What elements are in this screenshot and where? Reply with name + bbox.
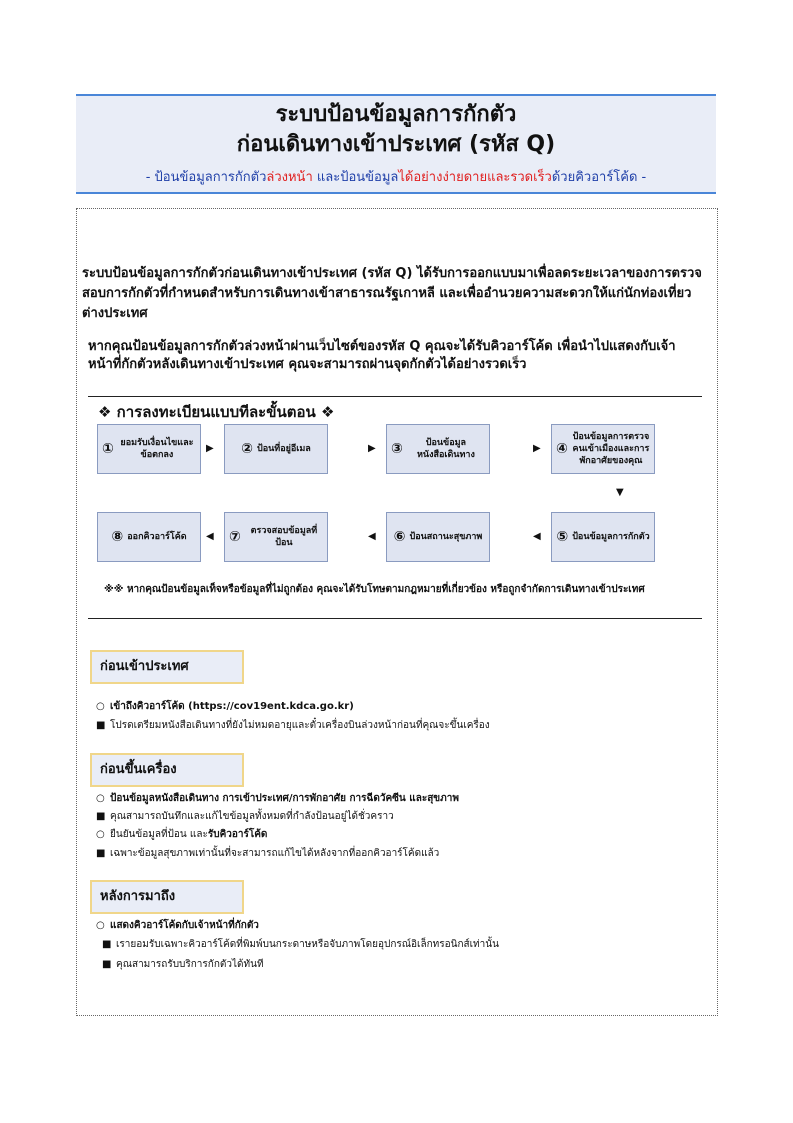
- arrow-right-icon: ▶: [206, 443, 214, 454]
- arrow-left-icon: ◀: [368, 531, 376, 542]
- step-1: [97, 424, 201, 474]
- list-item: [96, 792, 459, 806]
- subtitle-part: ด้วยคิวอาร์โค้ด -: [551, 170, 647, 185]
- list-item-text: เรายอมรับเฉพาะคิวอาร์โค้ดที่พิมพ์บนกระดาษหรือจับภาพโดยอุปกรณ์อิเล็กทรอนิกส์เท่านั้น: [116, 939, 499, 950]
- reference-mark-icon: ※※: [104, 584, 124, 595]
- page-title-line2: ก่อนเดินทางเข้าประเทศ (รหัส Q): [236, 132, 556, 157]
- divider: [88, 618, 702, 619]
- step-number: ②: [241, 441, 254, 457]
- list-item-text: โปรดเตรียมหนังสือเดินทางที่ยังไม่หมดอายุและตั๋วเครื่องบินล่วงหน้าก่อนที่คุณจะขึ้นเครื่อง: [110, 720, 490, 731]
- subtitle-part: และป้อนข้อมูล: [312, 170, 399, 185]
- arrow-left-icon: ◀: [206, 531, 214, 542]
- page-subtitle: [76, 166, 716, 187]
- warning-text: หากคุณป้อนข้อมูลเท็จหรือข้อมูลที่ไม่ถูกต้อง คุณจะได้รับโทษตามกฎหมายที่เกี่ยวข้อง หรือถูกจำกัดการเดินทางเข้าประเทศ: [126, 584, 645, 595]
- step-4: [551, 424, 655, 474]
- step-number: ⑧: [111, 529, 124, 545]
- step-5: [551, 512, 655, 562]
- step-label: ป้อนข้อมูลการกักตัว: [572, 532, 650, 542]
- circle-bullet-icon: ○: [96, 793, 105, 804]
- arrow-left-icon: ◀: [533, 531, 541, 542]
- list-item: [96, 810, 394, 824]
- circle-bullet-icon: ○: [96, 920, 105, 931]
- step-label: ป้อนข้อมูลการตรวจคนเข้าเมืองและการพักอาศัยของคุณ: [572, 432, 650, 466]
- list-item-emphasis: รับคิวอาร์โค้ด: [207, 829, 268, 840]
- divider: [88, 396, 702, 397]
- list-item-text: คุณสามารถรับบริการกักตัวได้ทันที: [116, 959, 264, 970]
- list-item: [96, 719, 490, 733]
- step-label: ตรวจสอบข้อมูลที่ป้อน: [250, 526, 318, 548]
- circle-bullet-icon: ○: [96, 829, 105, 840]
- step-number: ①: [102, 441, 114, 457]
- step-number: ⑥: [393, 529, 406, 545]
- step-number: ⑤: [556, 529, 569, 545]
- step-2: [224, 424, 328, 474]
- list-item: [96, 919, 259, 933]
- list-item-text: แสดงคิวอาร์โค้ดกับเจ้าหน้าที่กักตัว: [110, 920, 259, 931]
- circle-bullet-icon: ○: [96, 701, 105, 712]
- penalty-warning: [104, 582, 704, 598]
- section-heading-before-entry: ก่อนเข้าประเทศ: [90, 650, 244, 684]
- subtitle-highlight: ล่วงหน้า: [266, 170, 313, 185]
- step-label: ป้อนข้อมูลหนังสือเดินทาง: [417, 438, 475, 460]
- step-3: [386, 424, 490, 474]
- list-item: [102, 938, 499, 952]
- step-6: [386, 512, 490, 562]
- list-item-text: ป้อนข้อมูลหนังสือเดินทาง การเข้าประเทศ/การพักอาศัย การฉีดวัคซีน และสุขภาพ: [110, 793, 459, 804]
- list-item-text: คุณสามารถบันทึกและแก้ไขข้อมูลทั้งหมดที่กำลังป้อนอยู่ได้ชั่วคราว: [110, 811, 394, 822]
- list-item-text: เฉพาะข้อมูลสุขภาพเท่านั้นที่จะสามารถแก้ไขได้หลังจากที่ออกคิวอาร์โค้ดแล้ว: [110, 848, 440, 859]
- qr-benefit-paragraph: หากคุณป้อนข้อมูลการกักตัวล่วงหน้าผ่านเว็บไซต์ของรหัส Q คุณจะได้รับคิวอาร์โค้ด เพื่อนำไปแสดงกับเจ้าหน้าที่กักตัวหลังเดินทางเข้าประเทศ คุณจะสามารถผ่านจุดกักตัวได้อย่างรวดเร็ว: [88, 339, 676, 372]
- list-item: [102, 958, 264, 972]
- list-item-text: เข้าถึงคิวอาร์โค้ด (https://cov19ent.kdca.go.kr): [110, 701, 354, 712]
- step-8: [97, 512, 201, 562]
- list-item: [96, 700, 354, 714]
- arrow-right-icon: ▶: [533, 443, 541, 454]
- step-7: [224, 512, 328, 562]
- square-bullet-icon: ■: [96, 720, 106, 731]
- page-title: ระบบป้อนข้อมูลการกักตัว: [275, 102, 517, 127]
- step-number: ④: [556, 441, 568, 457]
- arrow-right-icon: ▶: [368, 443, 376, 454]
- square-bullet-icon: ■: [96, 811, 106, 822]
- step-label: ป้อนที่อยู่อีเมล: [257, 444, 311, 454]
- step-number: ③: [391, 441, 403, 457]
- list-item-text: ยืนยันข้อมูลที่ป้อน และ: [110, 829, 208, 840]
- step-label: ยอมรับเงื่อนไขและข้อตกลง: [120, 438, 194, 460]
- square-bullet-icon: ■: [96, 848, 106, 859]
- list-item: [96, 828, 267, 842]
- section-heading-after-arrival: หลังการมาถึง: [90, 880, 244, 914]
- step-number: ⑦: [229, 529, 241, 545]
- title-banner: [76, 94, 716, 194]
- arrow-down-icon: ▼: [616, 487, 624, 498]
- step-label: ออกคิวอาร์โค้ด: [127, 532, 187, 542]
- subtitle-part: - ป้อนข้อมูลการกักตัว: [145, 170, 267, 185]
- step-label: ป้อนสถานะสุขภาพ: [409, 532, 483, 542]
- intro-paragraph: ระบบป้อนข้อมูลการกักตัวก่อนเดินทางเข้าประเทศ (รหัส Q) ได้รับการออกแบบมาเพื่อลดระยะเวลาของการตรวจสอบการกักตัวที่กำหนดสำหรับการเดินทางเข้าสาธารณรัฐเกาหลี และเพื่ออำนวยความสะดวกให้แก่นักท่องเที่ยวต่างประเทศ: [82, 266, 702, 321]
- section-heading-before-boarding: ก่อนขึ้นเครื่อง: [90, 753, 244, 787]
- steps-heading: ❖ การลงทะเบียนแบบทีละขั้นตอน ❖: [98, 403, 335, 421]
- square-bullet-icon: ■: [102, 939, 112, 950]
- list-item: [96, 847, 439, 861]
- square-bullet-icon: ■: [102, 959, 112, 970]
- subtitle-highlight: ได้อย่างง่ายดายและรวดเร็ว: [398, 170, 552, 185]
